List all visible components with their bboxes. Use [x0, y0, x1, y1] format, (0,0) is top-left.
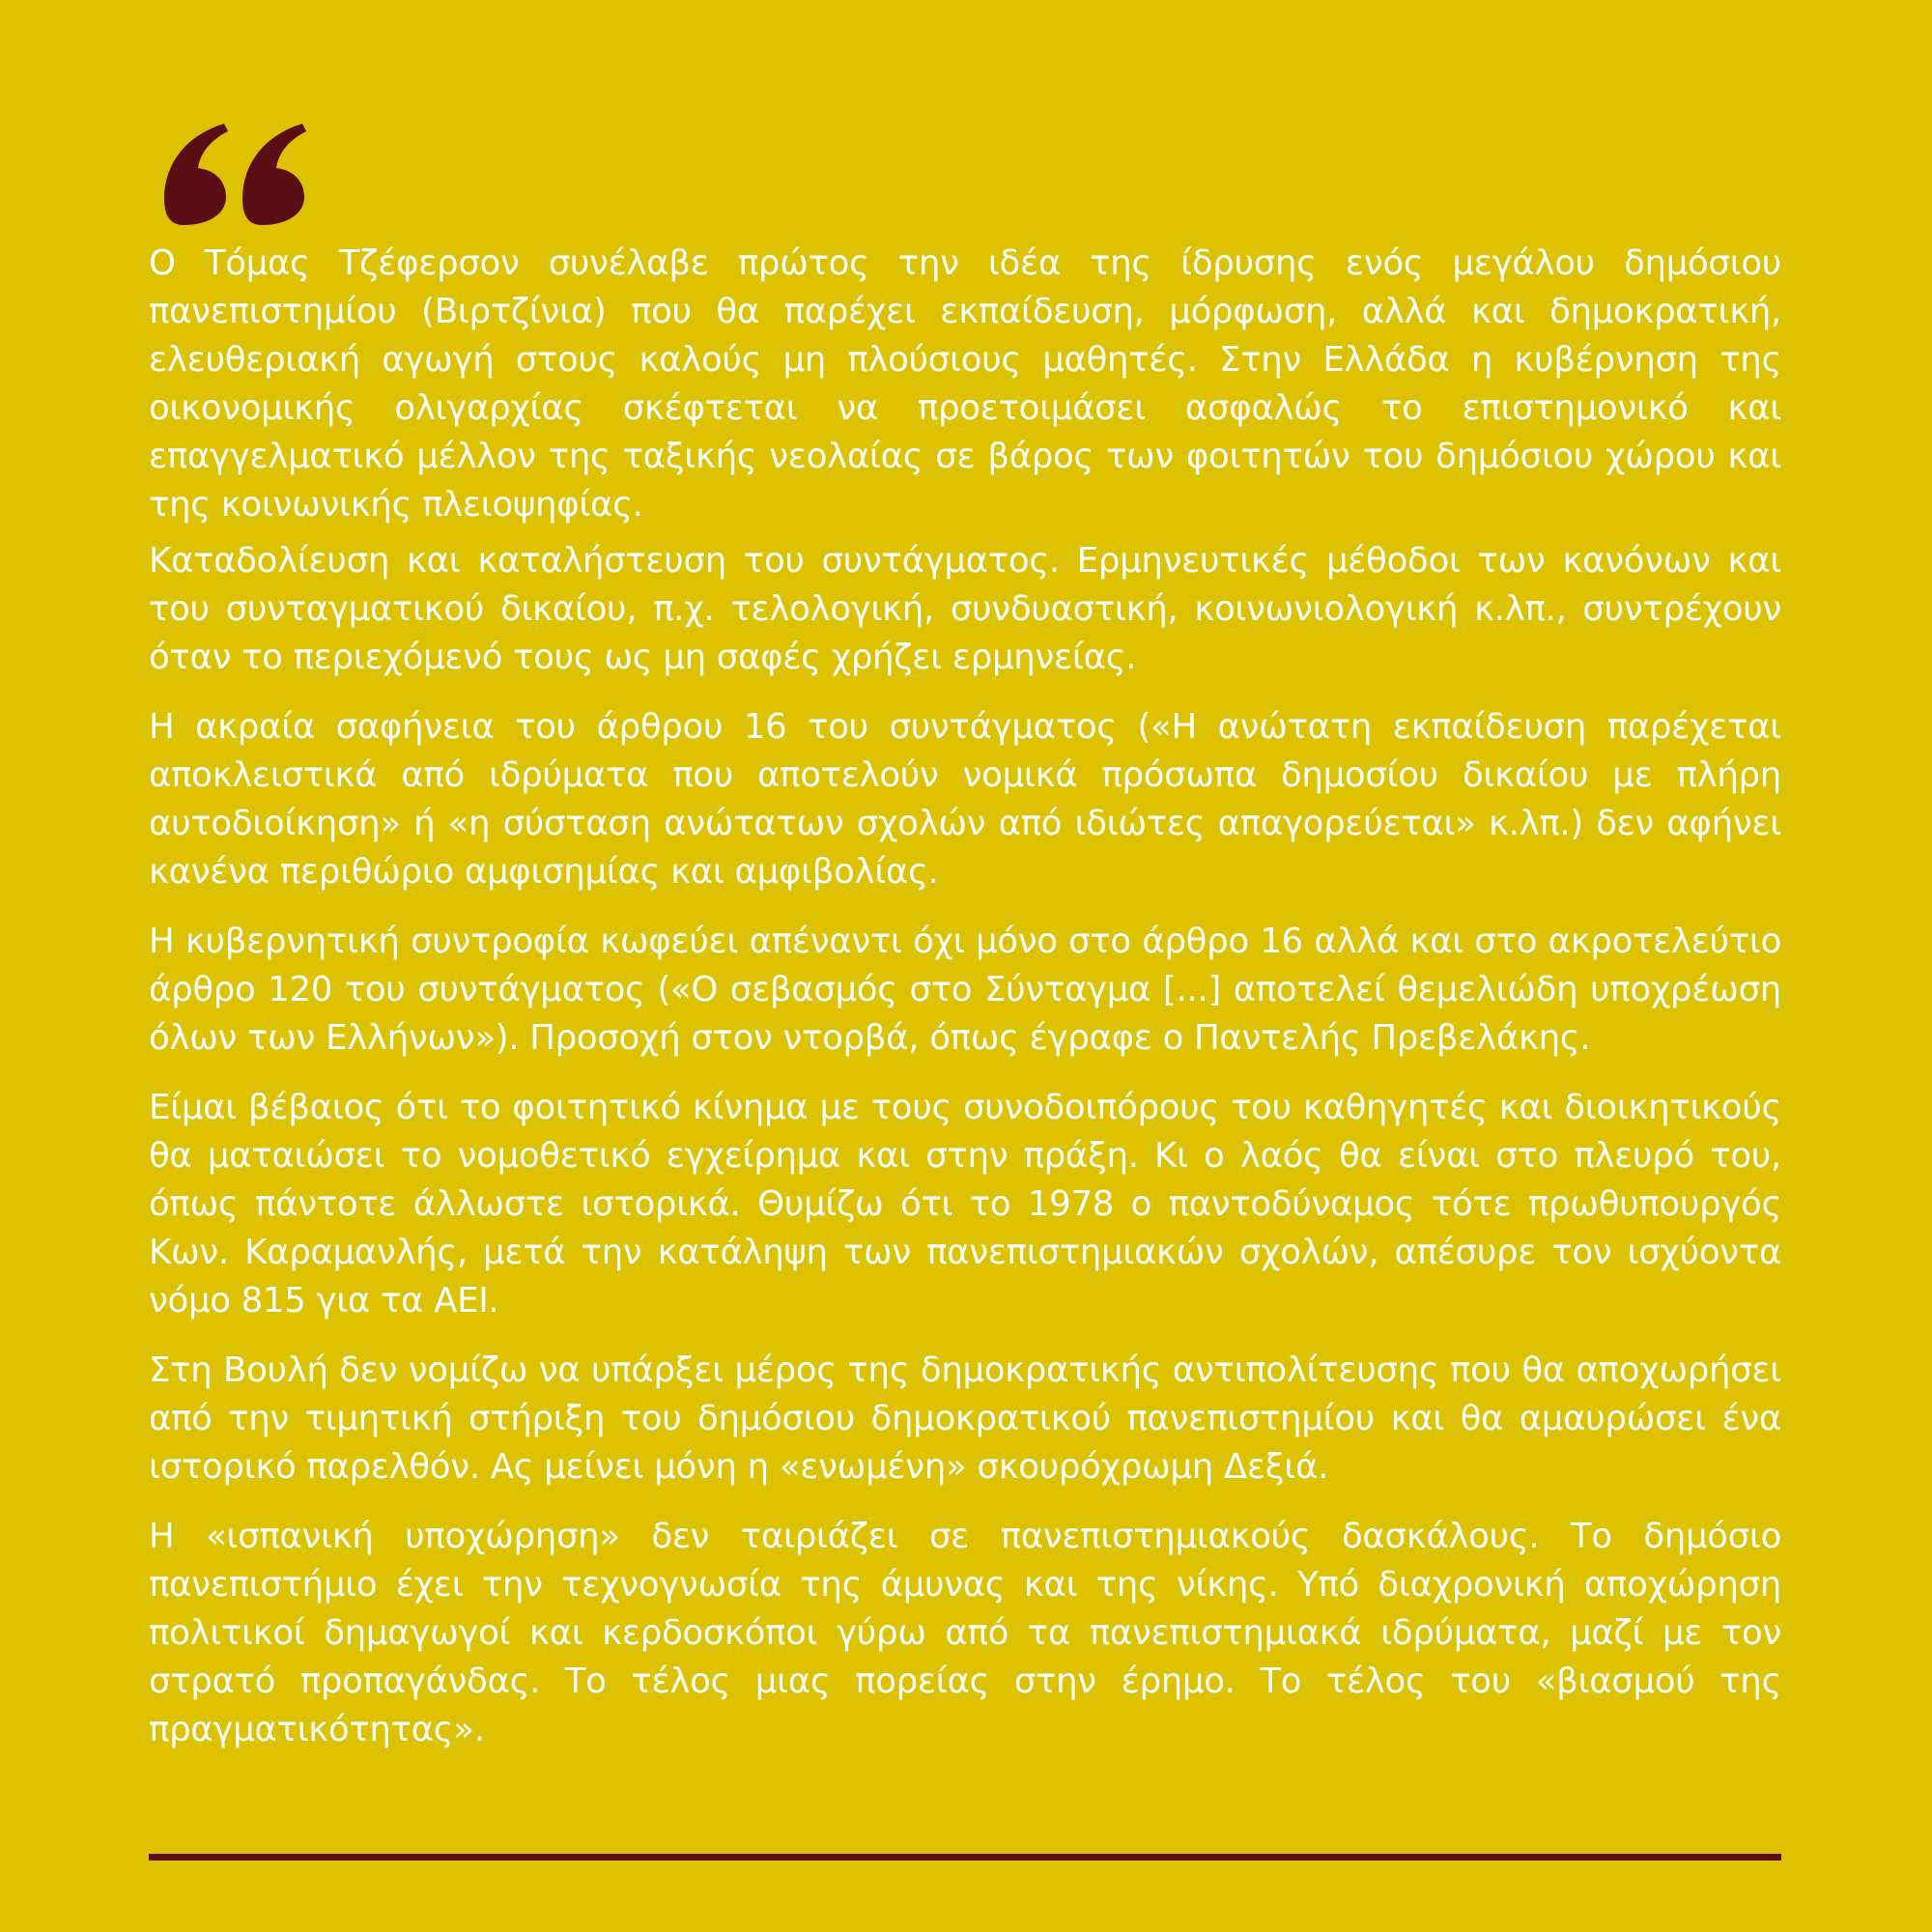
paragraph-7: Η «ισπανική υποχώρηση» δεν ταιριάζει σε πανεπιστημιακούς δασκάλους. Το δημόσιο πανεπιστήμιο έχει την τεχνογνωσία της άμυνας και της νίκης. Υπό διαχρονική αποχώρηση πολιτικοί δημαγωγοί και κερδοσκόποι γύρω από τα πανεπιστημιακά ιδρύματα, μαζί με τον στρατό προπαγάνδας. Το τέλος μιας πορείας στην έρημο. Το τέλος του «βιασμού της πραγματικότητας».	[149, 1517, 1781, 1749]
paragraph-3: Η ακραία σαφήνεια του άρθρου 16 του συντάγματος («Η ανώτατη εκπαίδευση παρέχεται αποκλειστικά από ιδρύματα που αποτελούν νομικά πρόσωπα δημοσίου δικαίου με πλήρη αυτοδιοίκηση» ή «η σύσταση ανώτατων σχολών από ιδιώτες απαγορεύεται» κ.λπ.) δεν αφήνει κανένα περιθώριο αμφισημίας και αμφιβολίας.	[149, 707, 1781, 892]
paragraph-4: Η κυβερνητική συντροφία κωφεύει απέναντι όχι μόνο στο άρθρο 16 αλλά και στο ακροτελεύτιο άρθρο 120 του συντάγματος («Ο σεβασμός στο Σύνταγμα [...] αποτελεί θεμελιώδη υποχρέωση όλων των Ελλήνων»). Προσοχή στον ντορβά, όπως έγραφε ο Παντελής Πρεβελάκης.	[149, 922, 1781, 1058]
paragraph-1: Ο Τόμας Τζέφερσον συνέλαβε πρώτος την ιδέα της ίδρυσης ενός μεγάλου δημόσιου πανεπιστημίου (Βιρτζίνια) που θα παρέχει εκπαίδευση, μόρφωση, αλλά και δημοκρατική, ελευθεριακή αγωγή στους καλούς μη πλούσιους μαθητές. Στην Ελλάδα η κυβέρνηση της οικονομικής ολιγαρχίας σκέφτεται να προετοιμάσει ασφαλώς το επιστημονικό και επαγγελματικό μέλλον της ταξικής νεολαίας σε βάρος των φοιτητών του δημόσιου χώρου και της κοινωνικής πλειοψηφίας.	[149, 243, 1781, 525]
paragraph-6: Στη Βουλή δεν νομίζω να υπάρξει μέρος της δημοκρατικής αντιπολίτευσης που θα αποχωρήσει από την τιμητική στήριξη του δημόσιου δημοκρατικού πανεπιστημίου και θα αμαυρώσει ένα ιστορικό παρελθόν. Ας μείνει μόνη η «ενωμένη» σκουρόχρωμη Δεξιά.	[149, 1350, 1781, 1487]
article-text	[149, 240, 1781, 1776]
paragraph-5: Είμαι βέβαιος ότι το φοιτητικό κίνημα με τους συνοδοιπόρους του καθηγητές και διοικητικούς θα ματαιώσει το νομοθετικό εγχείρημα και στην πράξη. Κι ο λαός θα είναι στο πλευρό του, όπως πάντοτε άλλωστε ιστορικά. Θυμίζω ότι το 1978 ο παντοδύναμος τότε πρωθυπουργός Κων. Καραμανλής, μετά την κατάληψη των πανεπιστημιακών σχολών, απέσυρε τον ισχύοντα νόμο 815 για τα ΑΕΙ.	[149, 1088, 1781, 1321]
opening-quotation-mark-icon	[164, 124, 319, 225]
paragraph-2: Καταδολίευση και καταλήστευση του συντάγματος. Ερμηνευτικές μέθοδοι των κανόνων και του συνταγματικού δικαίου, π.χ. τελολογική, συνδυαστική, κοινωνιολογική κ.λπ., συντρέχουν όταν το περιεχόμενό τους ως μη σαφές χρήζει ερμηνείας.	[149, 541, 1781, 677]
bottom-divider	[149, 1854, 1781, 1861]
